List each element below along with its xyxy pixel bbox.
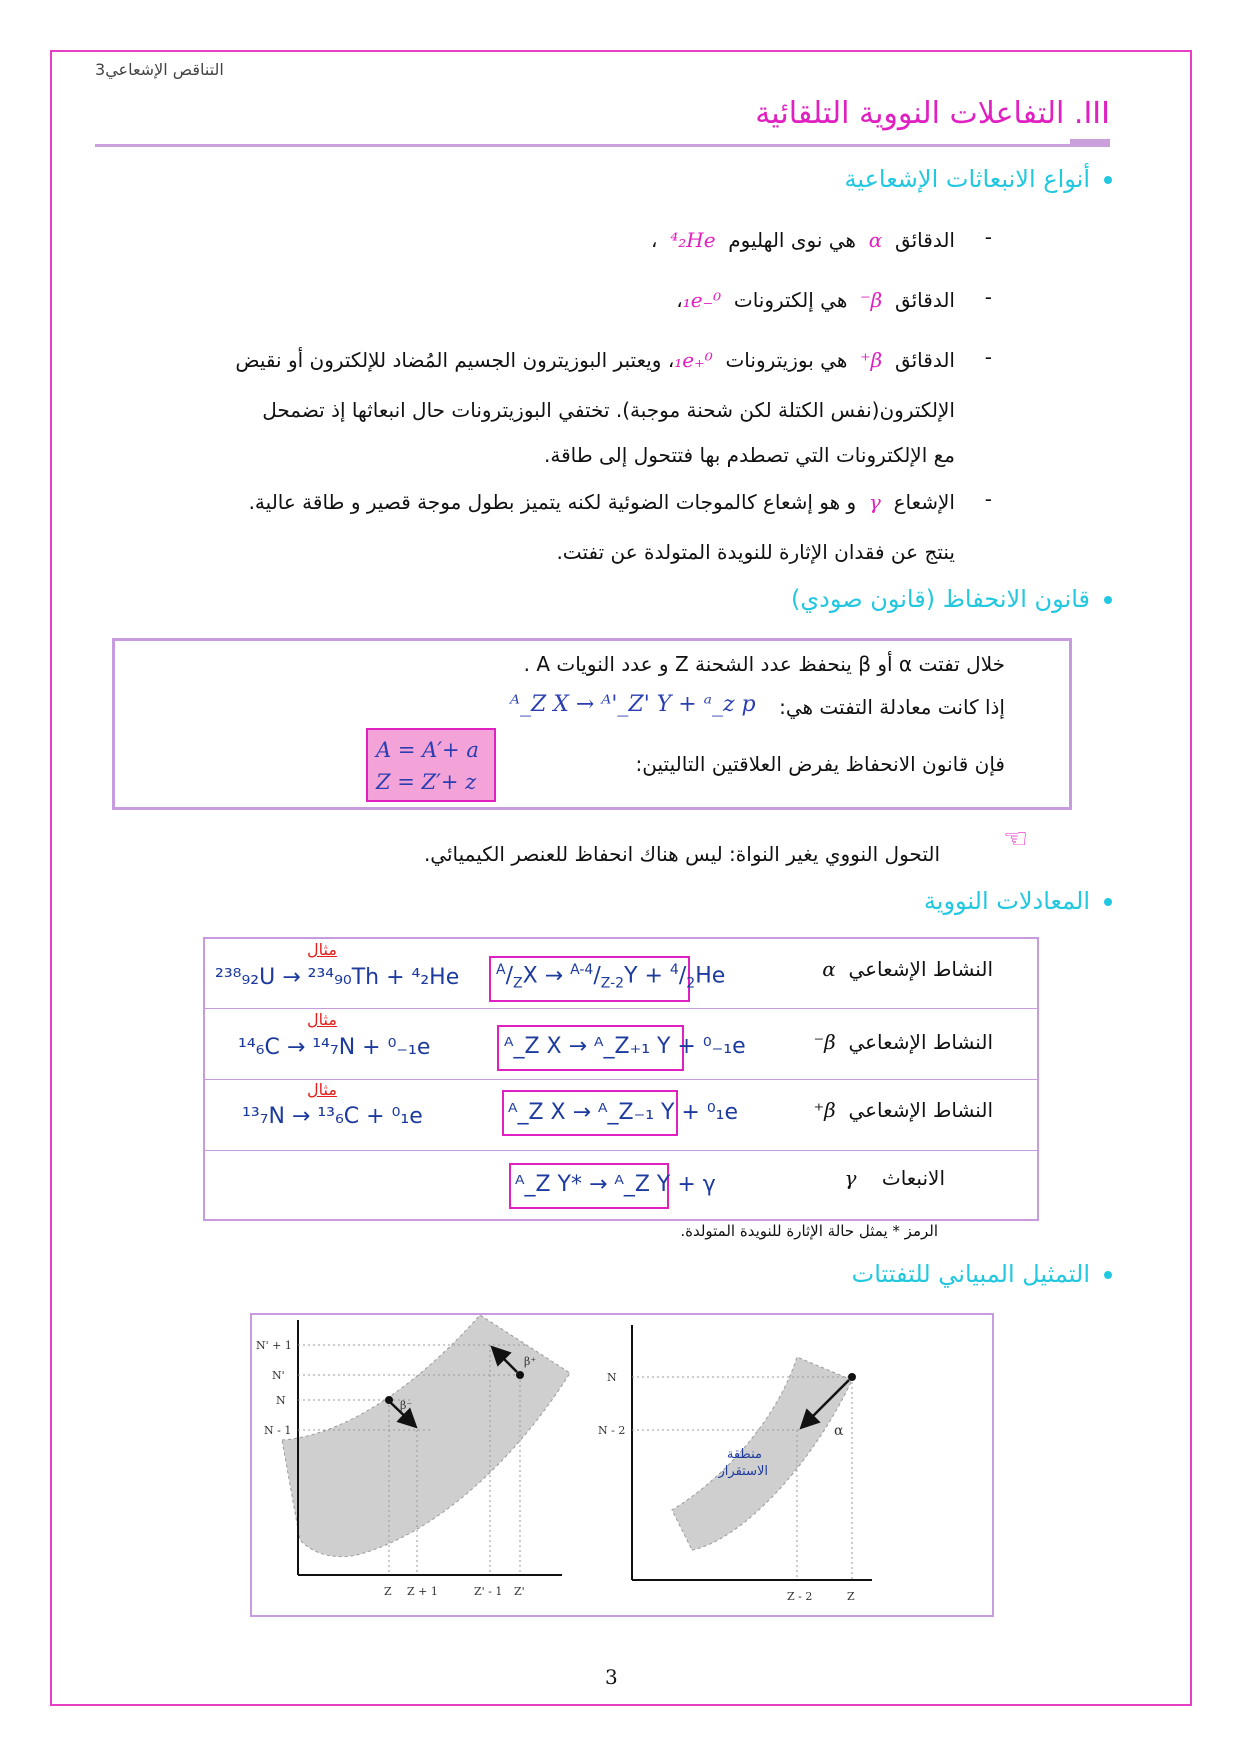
- example-label: مثال: [307, 1080, 337, 1099]
- law-line-3: فإن قانون الانحفاظ يفرض العلاقتين التاليتين:: [635, 752, 1005, 776]
- stability-region-label: الاستقرار: [718, 1464, 768, 1479]
- section-equations-heading: المعادلات النووية: [924, 887, 1112, 915]
- section-types-heading: أنواع الانبعاثات الإشعاعية: [844, 165, 1112, 193]
- stability-region-label: منطقة: [726, 1447, 762, 1462]
- bullet-icon: [1104, 898, 1112, 906]
- law-line-2: إذا كانت معادلة التفتت هي:: [779, 695, 1005, 719]
- x-tick: Z' - 1: [474, 1585, 503, 1598]
- example-equation: ¹⁴₆C → ¹⁴₇N + ⁰₋₁e: [238, 1035, 431, 1060]
- beta-minus-label: β⁻: [400, 1399, 413, 1412]
- title-underline: [95, 144, 1105, 147]
- dash-marker: -: [984, 285, 992, 309]
- bullet-icon: [1104, 596, 1112, 604]
- x-tick: Z: [847, 1590, 855, 1603]
- example-label: مثال: [307, 940, 337, 959]
- x-tick: Z - 2: [787, 1590, 813, 1603]
- pointing-hand-icon: ☜: [1003, 822, 1029, 855]
- table-row-divider: [203, 1008, 1039, 1009]
- beta-plus-label: β⁺: [524, 1355, 537, 1368]
- beta-plus-line-3: مع الإلكترونات التي تصطدم بها فتتحول إلى طاقة.: [544, 443, 955, 467]
- x-tick: Z': [514, 1585, 525, 1598]
- law-line-1: خلال تفتت α أو β ينحفظ عدد الشحنة Z و عدد النويات A .: [523, 652, 1005, 676]
- table-row-activity: النشاط الإشعاعي α: [822, 957, 993, 981]
- stability-band: [672, 1357, 852, 1550]
- relation-charge: Z = Z′+ z: [376, 770, 477, 794]
- table-row-activity: الانبعاث γ: [844, 1166, 945, 1190]
- y-tick: N - 2: [598, 1424, 626, 1437]
- section-graph-heading: التمثيل المبياني للتفتتات: [852, 1260, 1112, 1288]
- header-note: 3التناقص الإشعاعي: [95, 60, 224, 79]
- law-note: التحول النووي يغير النواة: ليس هناك انحفاظ للعنصر الكيميائي.: [423, 842, 940, 866]
- conservation-relations: [366, 728, 496, 802]
- table-footnote: الرمز * يمثل حالة الإثارة للنويدة المتولدة.: [680, 1222, 938, 1240]
- alpha-label: α: [834, 1423, 844, 1439]
- dash-marker: -: [984, 487, 992, 511]
- dash-marker: -: [984, 225, 992, 249]
- page-number: 3: [605, 1665, 618, 1689]
- bullet-icon: [1104, 1271, 1112, 1279]
- page-title: III. التفاعلات النووية التلقائية: [755, 96, 1110, 131]
- beta-plus-line: الدقائق β⁺ هي بوزيترونات ⁰₊₁e، ويعتبر البوزيترون الجسيم المُضاد للإلكترون أو نقيض: [235, 348, 955, 372]
- bullet-icon: [1104, 176, 1112, 184]
- left-graph: [256, 1315, 570, 1598]
- general-equation: $^A/_ZX \to ^{A-4}/_{Z-2}Y + ^4/_2He$: [496, 962, 726, 992]
- y-tick: N: [607, 1371, 617, 1384]
- example-equation: ²³⁸₉₂U → ²³⁴₉₀Th + ⁴₂He: [215, 965, 460, 990]
- y-tick: N' + 1: [256, 1339, 292, 1352]
- table-row-activity: النشاط الإشعاعي β⁻: [813, 1030, 993, 1054]
- y-tick: N: [276, 1394, 286, 1407]
- general-equation: ᴬ_Z X → ᴬ_Z₋₁ Y + ⁰₁e: [508, 1100, 739, 1125]
- alpha-line: الدقائق α هي نوى الهليوم ⁴₂He ،: [651, 228, 955, 252]
- beta-minus-line: الدقائق β⁻ هي إلكترونات ⁰₋₁e،: [676, 288, 955, 312]
- x-tick: Z: [384, 1585, 392, 1598]
- decay-equation: ᴬ_Z X → ᴬ'_Z' Y + ᵃ_z p: [510, 692, 756, 717]
- gamma-line: الإشعاع γ و هو إشعاع كالموجات الضوئية لكنه يتميز بطول موجة قصير و طاقة عالية.: [248, 490, 955, 514]
- stability-band: [282, 1315, 570, 1557]
- example-equation: ¹³₇N → ¹³₆C + ⁰₁e: [242, 1104, 423, 1129]
- gamma-line-2: ينتج عن فقدان الإثارة للنويدة المتولدة عن تفتت.: [556, 540, 955, 564]
- y-tick: N': [272, 1369, 285, 1382]
- right-graph: [598, 1325, 872, 1603]
- example-label: مثال: [307, 1010, 337, 1029]
- table-row-divider: [203, 1150, 1039, 1151]
- general-equation: ᴬ_Z X → ᴬ_Z₊₁ Y + ⁰₋₁e: [504, 1034, 746, 1059]
- x-tick: Z + 1: [407, 1585, 438, 1598]
- section-law-heading: قانون الانحفاظ (قانون صودي): [791, 585, 1112, 613]
- relation-mass: A = A′+ a: [376, 738, 479, 762]
- y-tick: N - 1: [264, 1424, 292, 1437]
- decay-graphs: [252, 1315, 992, 1615]
- beta-plus-line-2: الإلكترون(نفس الكتلة لكن شحنة موجبة). تختفي البوزيترونات حال انبعاثها إذ تضمحل: [262, 398, 955, 422]
- table-row-activity: النشاط الإشعاعي β⁺: [813, 1098, 993, 1122]
- dash-marker: -: [984, 345, 992, 369]
- general-equation: ᴬ_Z Y* → ᴬ_Z Y + γ: [515, 1172, 716, 1197]
- title-underline-tab: [1070, 139, 1110, 147]
